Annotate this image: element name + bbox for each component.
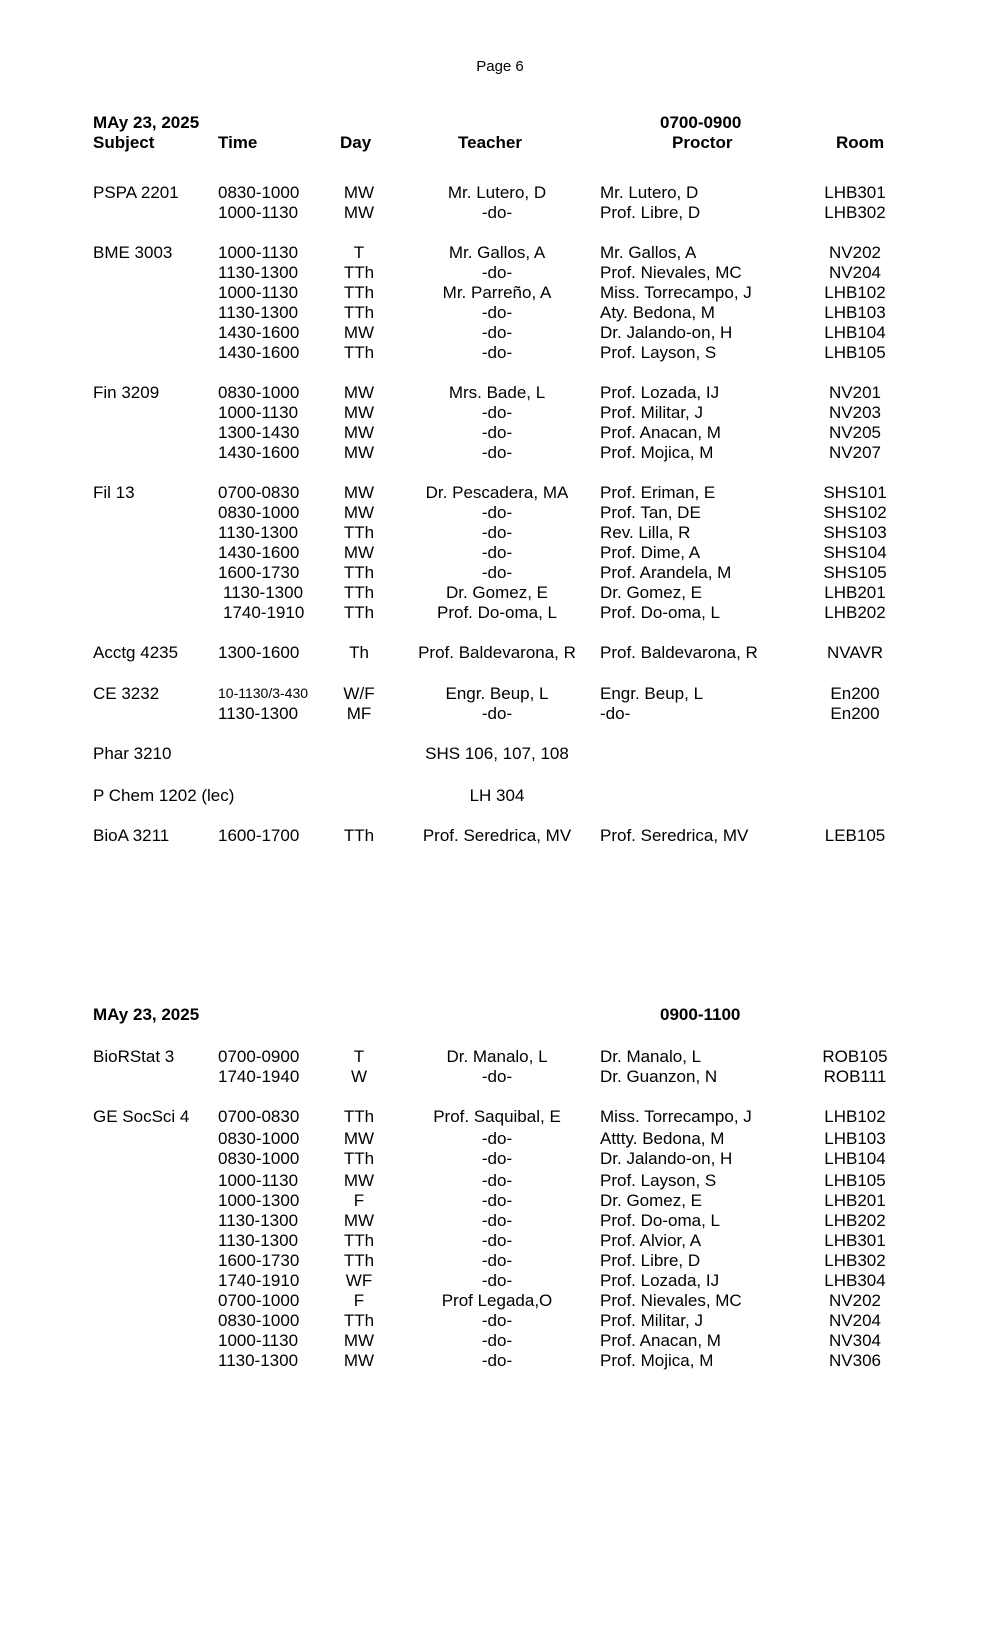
- cell-day: MW: [343, 423, 375, 442]
- cell-teacher: LH 304: [469, 786, 525, 805]
- table-row: [0, 1210, 1000, 1231]
- cell-room: LHB301: [824, 183, 886, 202]
- cell-room: En200: [830, 684, 880, 703]
- header-subject: Subject: [93, 133, 155, 152]
- cell-teacher: -do-: [481, 1251, 513, 1270]
- cell-proctor: Aty. Bedona, M: [600, 303, 715, 322]
- cell-time: 1130-1300: [218, 1231, 299, 1250]
- cell-proctor: Prof. Eriman, E: [600, 483, 716, 502]
- table-row: [0, 482, 1000, 503]
- cell-day: WF: [345, 1271, 373, 1290]
- table-row: [0, 1270, 1000, 1291]
- cell-day: MW: [343, 183, 375, 202]
- cell-day: TTh: [343, 1107, 375, 1126]
- cell-day: TTh: [343, 563, 375, 582]
- cell-day: T: [353, 1047, 365, 1066]
- cell-room: ROB111: [823, 1067, 887, 1086]
- table-row: [0, 1106, 1000, 1127]
- table-row: [0, 703, 1000, 724]
- cell-time: 1130-1300: [218, 303, 299, 322]
- cell-time: 1000-1130: [218, 403, 299, 422]
- cell-room: NV306: [829, 1351, 881, 1370]
- cell-teacher: -do-: [481, 1149, 513, 1168]
- cell-teacher: Prof Legada,O: [441, 1291, 553, 1310]
- cell-room: LHB301: [824, 1231, 886, 1250]
- table-row: [0, 1330, 1000, 1351]
- cell-proctor: Prof. Militar, J: [600, 403, 703, 422]
- table-row: [0, 1310, 1000, 1331]
- cell-day: MW: [343, 383, 375, 402]
- cell-teacher: -do-: [481, 1231, 513, 1250]
- cell-proctor: Prof. Arandela, M: [600, 563, 732, 582]
- table-row: [0, 785, 1000, 806]
- cell-day: TTh: [343, 303, 375, 322]
- table-row: [0, 683, 1000, 704]
- cell-proctor: Miss. Torrecampo, J: [600, 283, 752, 302]
- cell-time: 0830-1000: [218, 503, 300, 522]
- cell-day: MW: [343, 1331, 375, 1350]
- cell-room: LHB103: [824, 303, 886, 322]
- cell-day: T: [353, 243, 365, 262]
- cell-teacher: Prof. Saquibal, E: [433, 1107, 561, 1126]
- cell-time: 1000-1130: [218, 203, 299, 222]
- cell-room: NV304: [829, 1331, 881, 1350]
- cell-room: ROB105: [822, 1047, 888, 1066]
- table-row: [0, 562, 1000, 583]
- table-row: [0, 1290, 1000, 1311]
- cell-room: NV204: [829, 263, 881, 282]
- table-row: [0, 442, 1000, 463]
- cell-time: 1740-1910: [218, 1271, 300, 1290]
- cell-proctor: Engr. Beup, L: [600, 684, 704, 703]
- cell-time: 1000-1130: [218, 1171, 299, 1190]
- cell-teacher: -do-: [481, 403, 513, 422]
- table-row: [0, 342, 1000, 363]
- cell-time: 0700-0830: [218, 1107, 300, 1126]
- cell-proctor: Mr. Gallos, A: [600, 243, 697, 262]
- cell-teacher: Dr. Manalo, L: [446, 1047, 548, 1066]
- cell-day: TTh: [343, 1149, 375, 1168]
- cell-teacher: -do-: [481, 1191, 513, 1210]
- table-row: [0, 1046, 1000, 1067]
- cell-subject: BME 3003: [93, 243, 173, 262]
- header-proctor: Proctor: [672, 133, 733, 152]
- cell-teacher: Prof. Baldevarona, R: [418, 643, 576, 662]
- table-row: [0, 542, 1000, 563]
- cell-proctor: Attty. Bedona, M: [600, 1129, 725, 1148]
- cell-proctor: Prof. Militar, J: [600, 1311, 703, 1330]
- cell-room: LHB104: [824, 323, 886, 342]
- cell-proctor: Prof. Anacan, M: [600, 1331, 721, 1350]
- cell-room: LHB201: [824, 583, 886, 602]
- cell-proctor: Dr. Jalando-on, H: [600, 1149, 733, 1168]
- cell-proctor: Prof. Layson, S: [600, 1171, 717, 1190]
- table-row: [0, 262, 1000, 283]
- cell-room: SHS103: [823, 523, 887, 542]
- table-row: [0, 322, 1000, 343]
- table-row: [0, 1170, 1000, 1191]
- table-row: [0, 202, 1000, 223]
- cell-time: 1430-1600: [218, 343, 300, 362]
- table-row: [0, 1190, 1000, 1211]
- cell-proctor: Prof. Nievales, MC: [600, 1291, 742, 1310]
- cell-room: NV204: [829, 1311, 881, 1330]
- cell-day: MW: [343, 1351, 375, 1370]
- cell-day: MF: [346, 704, 372, 723]
- cell-room: SHS104: [823, 543, 887, 562]
- cell-teacher: -do-: [481, 1331, 513, 1350]
- cell-subject: Phar 3210: [93, 744, 172, 763]
- cell-subject: Acctg 4235: [93, 643, 179, 662]
- cell-time: 1740-1910: [223, 603, 305, 622]
- cell-teacher: -do-: [481, 1271, 513, 1290]
- cell-room: NVAVR: [826, 643, 884, 662]
- cell-proctor: Rev. Lilla, R: [600, 523, 691, 542]
- cell-proctor: Mr. Lutero, D: [600, 183, 699, 202]
- table-row: [0, 302, 1000, 323]
- cell-room: SHS101: [823, 483, 887, 502]
- header-day: Day: [340, 133, 372, 152]
- cell-subject: Fil 13: [93, 483, 135, 502]
- table-row: [0, 402, 1000, 423]
- cell-teacher: -do-: [481, 1351, 513, 1370]
- cell-proctor: Prof. Nievales, MC: [600, 263, 742, 282]
- cell-proctor: Prof. Lozada, IJ: [600, 1271, 720, 1290]
- table-row: [0, 743, 1000, 764]
- cell-room: LHB202: [824, 1211, 886, 1230]
- table-row: [0, 1066, 1000, 1087]
- cell-time: 0830-1000: [218, 1129, 300, 1148]
- cell-room: LHB302: [824, 1251, 886, 1270]
- cell-time: 0700-1000: [218, 1291, 300, 1310]
- cell-time: 0700-0900: [218, 1047, 300, 1066]
- cell-proctor: Prof. Tan, DE: [600, 503, 701, 522]
- cell-teacher: -do-: [481, 1129, 513, 1148]
- cell-subject: BioRStat 3: [93, 1047, 175, 1066]
- cell-teacher: -do-: [481, 343, 513, 362]
- cell-time: 1600-1700: [218, 826, 300, 845]
- cell-teacher: -do-: [481, 323, 513, 342]
- cell-proctor: Prof. Do-oma, L: [600, 603, 720, 622]
- cell-day: TTh: [343, 343, 375, 362]
- cell-teacher: -do-: [481, 423, 513, 442]
- cell-teacher: -do-: [481, 543, 513, 562]
- cell-day: F: [353, 1291, 365, 1310]
- cell-teacher: -do-: [481, 1171, 513, 1190]
- cell-room: LHB105: [824, 343, 886, 362]
- cell-room: NV201: [829, 383, 881, 402]
- cell-room: LHB103: [824, 1129, 886, 1148]
- cell-teacher: -do-: [481, 523, 513, 542]
- cell-time: 1130-1300: [218, 523, 299, 542]
- cell-time: 1430-1600: [218, 443, 300, 462]
- table-row: [0, 602, 1000, 623]
- table-row: [0, 825, 1000, 846]
- cell-teacher: Mrs. Bade, L: [448, 383, 546, 402]
- cell-day: TTh: [343, 603, 375, 622]
- cell-room: LEB105: [824, 826, 886, 845]
- cell-room: En200: [830, 704, 880, 723]
- table-row: [0, 522, 1000, 543]
- section-2-slot: 0900-1100: [660, 1005, 741, 1024]
- cell-room: NV203: [829, 403, 881, 422]
- cell-day: MW: [343, 483, 375, 502]
- cell-room: SHS105: [823, 563, 887, 582]
- cell-day: TTh: [343, 283, 375, 302]
- cell-day: MW: [343, 203, 375, 222]
- cell-subject: PSPA 2201: [93, 183, 179, 202]
- cell-teacher: Mr. Lutero, D: [447, 183, 547, 202]
- cell-proctor: Prof. Dime, A: [600, 543, 701, 562]
- cell-proctor: Prof. Anacan, M: [600, 423, 721, 442]
- cell-time: 1300-1600: [218, 643, 300, 662]
- cell-teacher: Engr. Beup, L: [445, 684, 549, 703]
- cell-time: 0830-1000: [218, 1149, 300, 1168]
- cell-time: 1000-1130: [218, 1331, 299, 1350]
- cell-teacher: -do-: [481, 1311, 513, 1330]
- cell-room: LHB102: [824, 1107, 886, 1126]
- cell-room: SHS102: [823, 503, 887, 522]
- table-row: [0, 1128, 1000, 1149]
- cell-day: MW: [343, 543, 375, 562]
- table-row: [0, 1350, 1000, 1371]
- cell-day: TTh: [343, 523, 375, 542]
- cell-time: 1600-1730: [218, 563, 300, 582]
- cell-time: 1000-1300: [218, 1191, 300, 1210]
- cell-proctor: Prof. Libre, D: [600, 203, 701, 222]
- header-room: Room: [836, 133, 885, 152]
- cell-day: MW: [343, 403, 375, 422]
- cell-proctor: Dr. Gomez, E: [600, 583, 703, 602]
- cell-proctor: Dr. Manalo, L: [600, 1047, 702, 1066]
- header-teacher: Teacher: [458, 133, 522, 152]
- cell-day: Th: [349, 643, 369, 662]
- table-row: [0, 1230, 1000, 1251]
- cell-teacher: -do-: [481, 563, 513, 582]
- table-row: [0, 242, 1000, 263]
- cell-time: 10-1130/3-430: [218, 685, 309, 701]
- cell-day: MW: [343, 1171, 375, 1190]
- table-row: [0, 182, 1000, 203]
- cell-proctor: Prof. Mojica, M: [600, 1351, 714, 1370]
- cell-room: LHB304: [824, 1271, 886, 1290]
- cell-time: 0830-1000: [218, 183, 300, 202]
- cell-time: 1130-1300: [218, 1211, 299, 1230]
- table-row: [0, 382, 1000, 403]
- cell-proctor: Prof. Lozada, IJ: [600, 383, 720, 402]
- cell-subject: GE SocSci 4: [93, 1107, 190, 1126]
- cell-room: NV205: [829, 423, 881, 442]
- cell-day: W/F: [343, 684, 375, 703]
- cell-subject: Fin 3209: [93, 383, 160, 402]
- cell-teacher: -do-: [481, 1211, 513, 1230]
- table-row: [0, 582, 1000, 603]
- cell-day: F: [353, 1191, 365, 1210]
- cell-time: 0700-0830: [218, 483, 300, 502]
- cell-subject: BioA 3211: [93, 826, 170, 845]
- cell-time: 1300-1430: [218, 423, 300, 442]
- cell-day: TTh: [343, 1311, 375, 1330]
- cell-proctor: Miss. Torrecampo, J: [600, 1107, 752, 1126]
- table-row: [0, 502, 1000, 523]
- cell-proctor: Dr. Jalando-on, H: [600, 323, 733, 342]
- cell-room: NV202: [829, 1291, 881, 1310]
- cell-teacher: Prof. Seredrica, MV: [422, 826, 572, 845]
- cell-proctor: Dr. Guanzon, N: [600, 1067, 718, 1086]
- page-number: Page 6: [476, 58, 524, 75]
- cell-proctor: Prof. Libre, D: [600, 1251, 701, 1270]
- cell-teacher: -do-: [481, 704, 513, 723]
- cell-teacher: SHS 106, 107, 108: [425, 744, 569, 763]
- header-time: Time: [218, 133, 258, 152]
- cell-time: 1600-1730: [218, 1251, 300, 1270]
- cell-teacher: -do-: [481, 1067, 513, 1086]
- cell-day: MW: [343, 1129, 375, 1148]
- cell-time: 0830-1000: [218, 383, 300, 402]
- cell-day: TTh: [343, 1251, 375, 1270]
- cell-time: 1000-1130: [218, 283, 299, 302]
- section-1-slot: 0700-0900: [660, 113, 742, 132]
- cell-time: 1000-1130: [218, 243, 299, 262]
- cell-day: TTh: [343, 1231, 375, 1250]
- cell-proctor: Prof. Baldevarona, R: [600, 643, 758, 662]
- cell-teacher: Dr. Gomez, E: [445, 583, 549, 602]
- cell-proctor: Prof. Do-oma, L: [600, 1211, 720, 1230]
- cell-day: TTh: [343, 583, 375, 602]
- cell-time: 1130-1300: [218, 263, 299, 282]
- cell-time: 1430-1600: [218, 323, 300, 342]
- cell-day: TTh: [343, 263, 375, 282]
- cell-time: 1130-1300: [218, 1351, 299, 1370]
- cell-room: NV207: [829, 443, 881, 462]
- cell-subject: CE 3232: [93, 684, 160, 703]
- section-1-date: MAy 23, 2025: [93, 113, 200, 132]
- cell-proctor: Prof. Seredrica, MV: [600, 826, 749, 845]
- table-row: [0, 1148, 1000, 1169]
- table-row: [0, 1250, 1000, 1271]
- cell-teacher: Prof. Do-oma, L: [437, 603, 557, 622]
- cell-room: LHB302: [824, 203, 886, 222]
- cell-time: 1130-1300: [223, 583, 304, 602]
- cell-teacher: -do-: [481, 303, 513, 322]
- cell-time: 1740-1940: [218, 1067, 300, 1086]
- cell-room: LHB102: [824, 283, 886, 302]
- cell-day: MW: [343, 443, 375, 462]
- table-row: [0, 282, 1000, 303]
- cell-teacher: -do-: [481, 263, 513, 282]
- cell-room: LHB105: [824, 1171, 886, 1190]
- cell-teacher: -do-: [481, 443, 513, 462]
- cell-time: 1430-1600: [218, 543, 300, 562]
- cell-time: 0830-1000: [218, 1311, 300, 1330]
- cell-room: LHB202: [824, 603, 886, 622]
- table-row: [0, 422, 1000, 443]
- cell-proctor: Prof. Mojica, M: [600, 443, 714, 462]
- cell-teacher: Dr. Pescadera, MA: [425, 483, 569, 502]
- cell-proctor: Dr. Gomez, E: [600, 1191, 703, 1210]
- cell-proctor: -do-: [600, 704, 631, 723]
- cell-proctor: Prof. Layson, S: [600, 343, 717, 362]
- cell-day: W: [350, 1067, 368, 1086]
- cell-day: MW: [343, 323, 375, 342]
- cell-proctor: Prof. Alvior, A: [600, 1231, 702, 1250]
- cell-time: 1130-1300: [218, 704, 299, 723]
- section-2-date: MAy 23, 2025: [93, 1005, 200, 1024]
- cell-room: NV202: [829, 243, 881, 262]
- cell-teacher: Mr. Parreño, A: [442, 283, 552, 302]
- cell-room: LHB201: [824, 1191, 886, 1210]
- cell-teacher: Mr. Gallos, A: [448, 243, 546, 262]
- cell-teacher: -do-: [481, 503, 513, 522]
- table-row: [0, 642, 1000, 663]
- cell-day: MW: [343, 503, 375, 522]
- cell-day: TTh: [343, 826, 375, 845]
- cell-teacher: -do-: [481, 203, 513, 222]
- cell-room: LHB104: [824, 1149, 886, 1168]
- cell-day: MW: [343, 1211, 375, 1230]
- cell-subject: P Chem 1202 (lec): [93, 786, 235, 805]
